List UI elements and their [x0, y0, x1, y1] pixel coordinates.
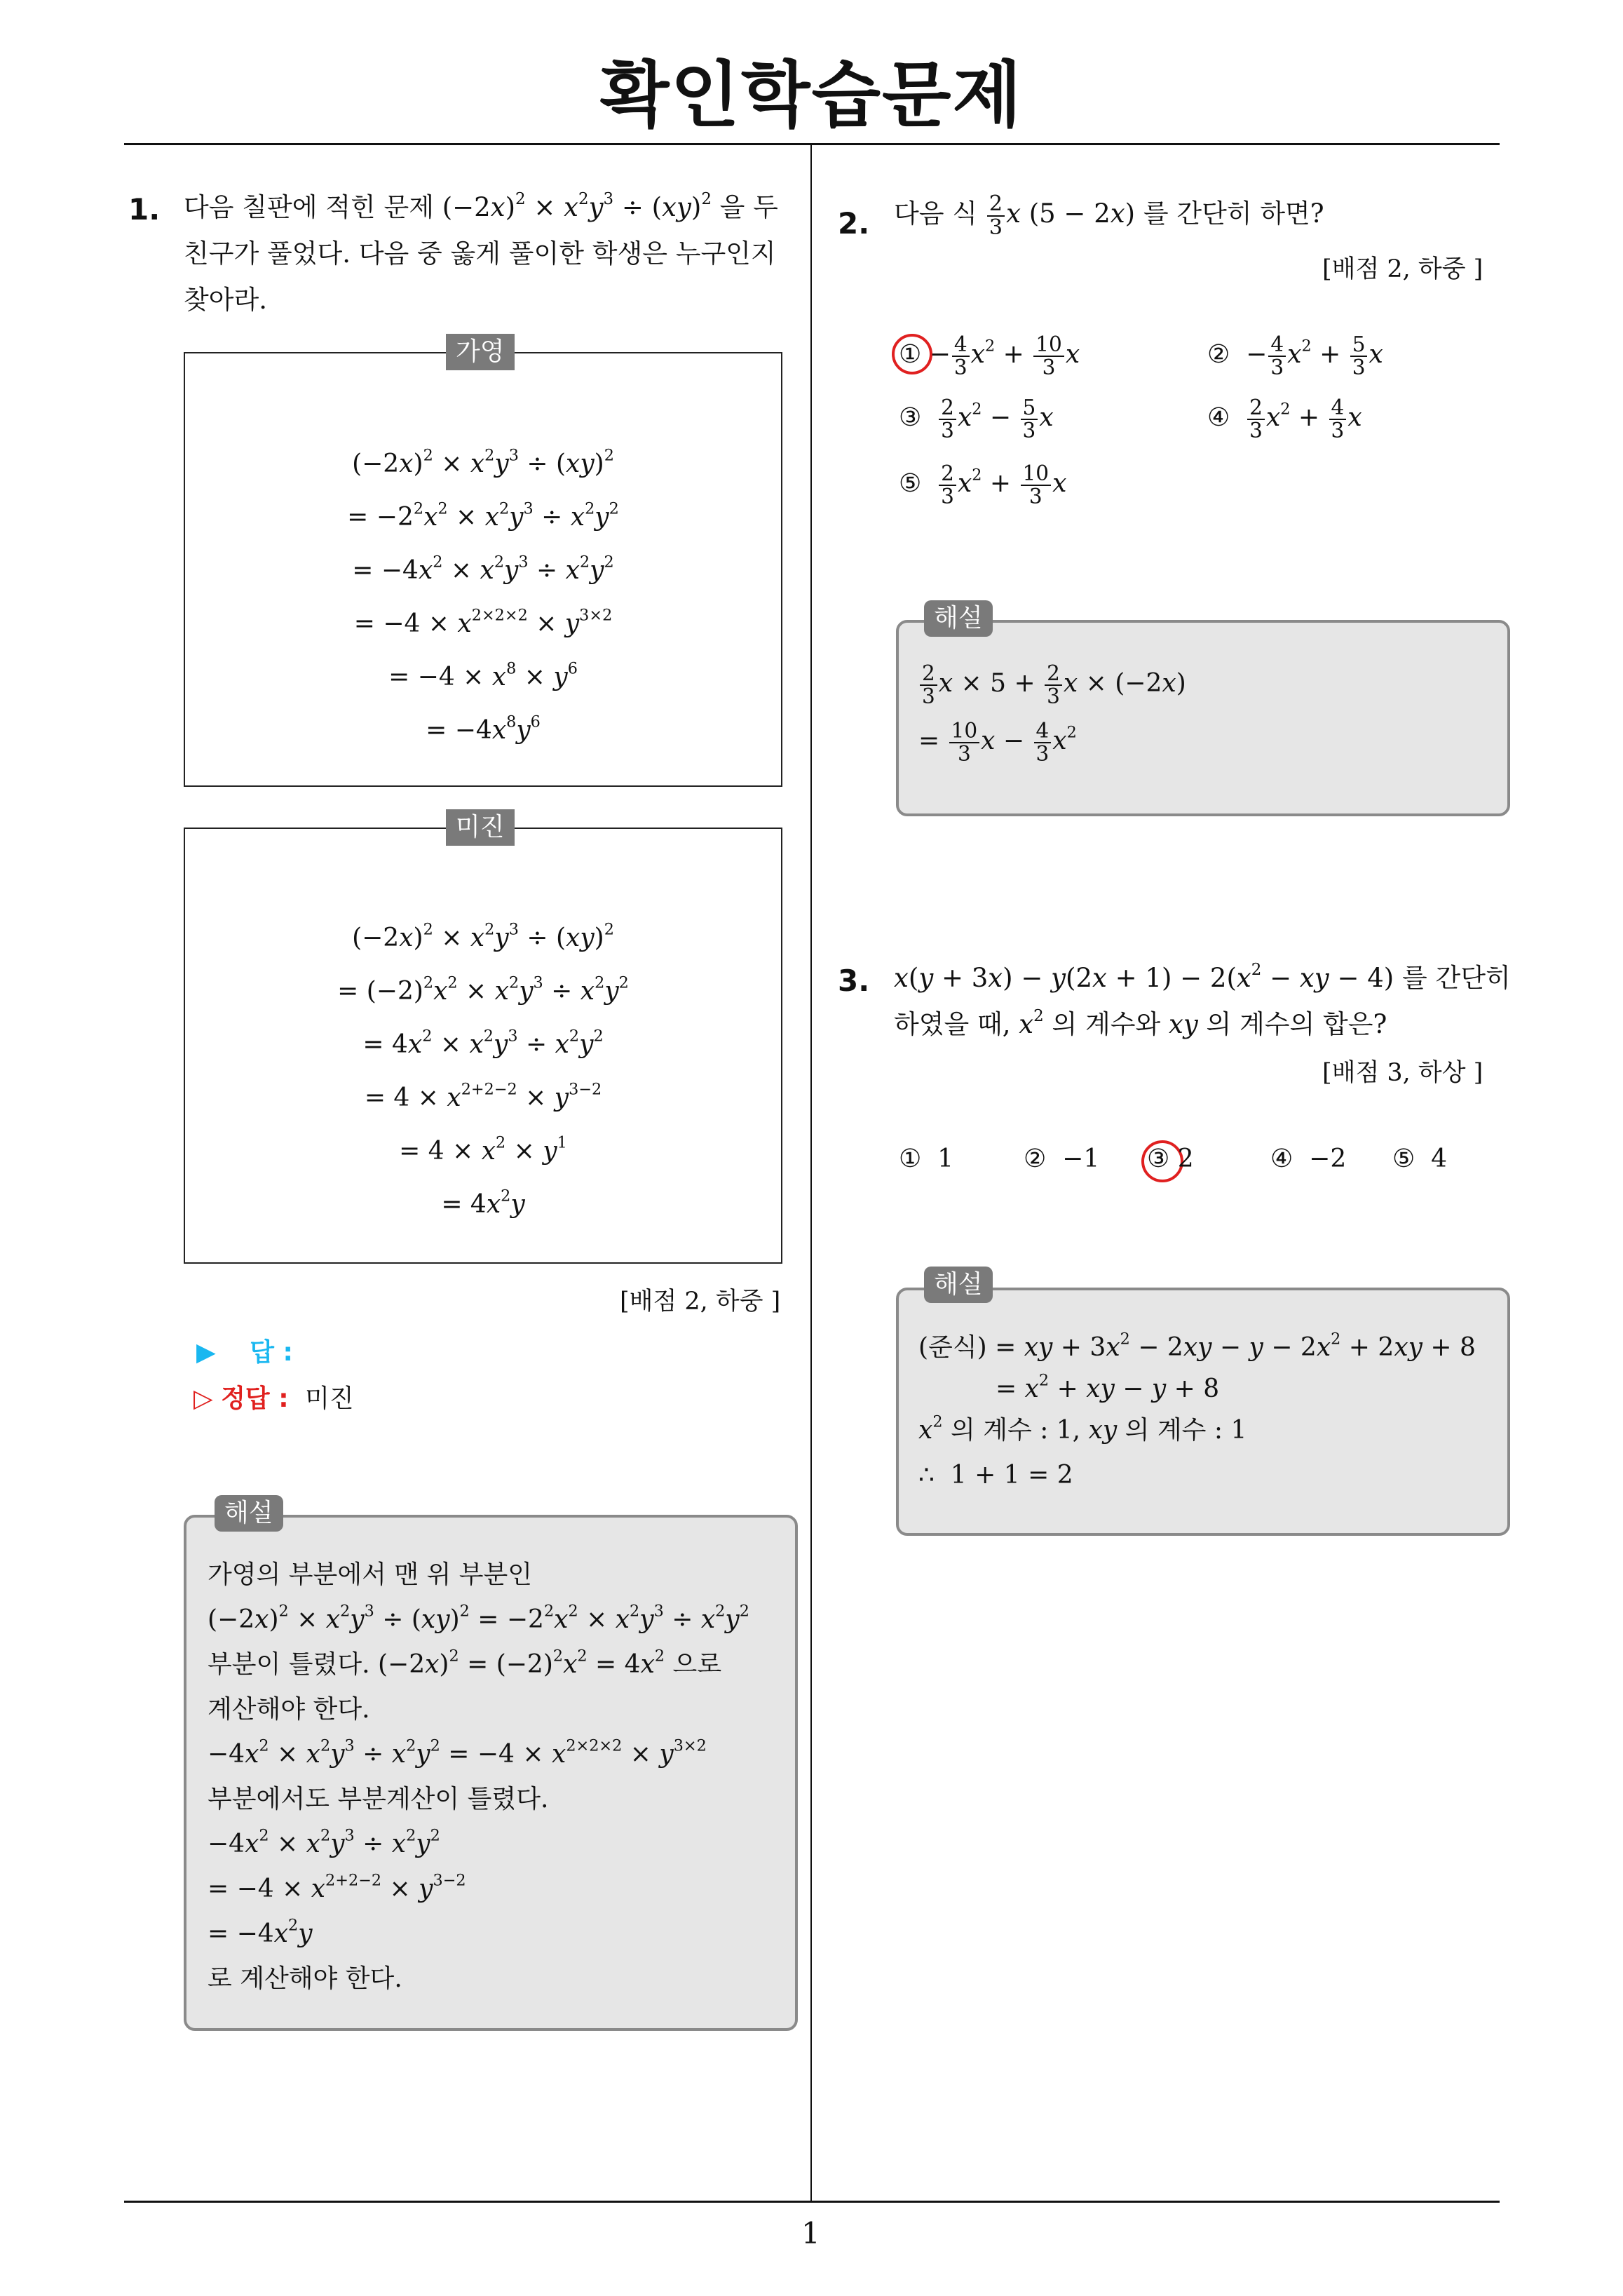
q3-line2-a: 하였을 때, — [894, 1009, 1011, 1039]
q2-solution-box: $\frac{2}{3}$ x × 5 + $\frac{2}{3}$ x × (−2x) = $\frac{10}{3}$ x − $\frac{4}{3}$ $x^2$ — [896, 620, 1510, 816]
q2-sol-label: 해설 — [924, 600, 993, 637]
answer-label: 답 : — [250, 1338, 293, 1367]
correct-marker-icon: ▷ — [193, 1384, 213, 1413]
q3-choice-4-mark: ④ — [1270, 1144, 1293, 1173]
q2-text: 다음 식 $\frac{2}{3}$ x (5 − 2x) 를 간단히 하면? — [894, 191, 1324, 240]
q1-sol-line4: 계산해야 한다. — [208, 1695, 370, 1724]
q2-choice-2-mark: ② — [1207, 339, 1230, 369]
gayoung-label: 가영 — [446, 334, 515, 370]
q3-choice-5-value: 4 — [1431, 1144, 1448, 1173]
q1-solution-box: 가영의 부분에서 맨 위 부분인 $(-2x)^2 \times x^2y^3 \div (xy)^2 = -2^2x^2 \times x^2y^3 \div x^2y^2$ 부분이 틀렸다. $(-2x)^2 = (-2)^2x^2 = 4x^2$ 으로 계산해야 한다. $-4x^2 \times x^2y^3 \div x^2y^2 = -4 \times x^{2\times 2\times 2} \times y^{3\times 2}$ 부분에서도 부분계산이 틀렸다. $-4x^2 \times x^2y^3 \div x^2y^2$ = $-4 \times x^{2+2-2} \times y^{3-2}$ = $-4x^2y$ 로 계산해야 한다. — [184, 1515, 798, 2031]
q1-sol-line3-b: 으로 — [672, 1650, 722, 1679]
q3-choice-3-mark: ③ — [1147, 1144, 1170, 1173]
q3-choice-4-value: −2 — [1309, 1144, 1347, 1173]
q2-choice-1-mark: ① — [899, 339, 922, 369]
q2-text-b: 를 간단히 하면? — [1143, 198, 1324, 229]
therefore-icon: ∴ — [918, 1461, 935, 1490]
column-divider — [810, 144, 812, 2202]
q2-choice-5-mark: ⑤ — [899, 468, 922, 498]
q3-text-b: 를 간단히 — [1401, 963, 1511, 993]
q3-line2-b: 의 계수와 — [1052, 1009, 1161, 1039]
answer-marker-icon: ▶ — [196, 1338, 216, 1367]
q1-text-line3: 찾아라. — [184, 285, 267, 315]
q2-choice-4-mark: ④ — [1207, 403, 1230, 432]
q2-text-a: 다음 식 — [894, 198, 977, 229]
q1-answer-line — [196, 1332, 293, 1368]
top-rule — [124, 143, 1500, 145]
q2-choice-1[interactable]: ① − $\frac{4}{3}$ $x^2$ + $\frac{10}{3}$ x — [899, 332, 1080, 379]
q1-number: 1. — [128, 192, 161, 227]
q3-sol-label: 해설 — [924, 1267, 993, 1303]
q2-choice-3[interactable]: ③ $\frac{2}{3}$ $x^2$ − $\frac{5}{3}$ x — [899, 396, 1054, 443]
q1-sol-line6: 부분에서도 부분계산이 틀렸다. — [208, 1785, 549, 1814]
q1-text-b: 을 두 — [719, 192, 778, 222]
q3-choice-4[interactable] — [1270, 1144, 1346, 1173]
q1-text-line2: 친구가 풀었다. 다음 중 옳게 풀이한 학생은 누구인지 — [184, 238, 776, 269]
q1-correct-line — [193, 1379, 354, 1414]
page-title: 확인학습문제 — [599, 54, 1024, 137]
q3-line2-c: 의 계수의 합은? — [1206, 1009, 1387, 1039]
q2-choice-3-mark: ③ — [899, 403, 922, 432]
q2-choice-5[interactable]: ⑤ $\frac{2}{3}$ $x^2$ + $\frac{10}{3}$ x — [899, 461, 1067, 508]
q2-score: [배점 2, 하중 ] — [1322, 255, 1483, 283]
q3-number: 3. — [838, 964, 870, 998]
q3-sol-coef-b: 의 계수 — [1125, 1416, 1207, 1445]
q3-choice-2-mark: ② — [1024, 1144, 1047, 1173]
correct-label: 정답 : — [221, 1384, 289, 1413]
q3-sol-coef-a: 의 계수 — [950, 1416, 1032, 1445]
q1-score: [배점 2, 하중 ] — [620, 1288, 781, 1316]
q2-number: 2. — [838, 206, 870, 241]
q1-sol-label: 해설 — [215, 1495, 283, 1532]
q1-text-a: 다음 칠판에 적힌 문제 — [184, 192, 434, 222]
mijin-solution-box: $(-2x)^2 \times x^2y^3 \div (xy)^2$ = $(-2)^2x^2 \times x^2y^3 \div x^2y^2$ = $4x^2 \times x^2y^3 \div x^2y^2$ = $4 \times x^{2+2-2} \times y^{3-2}$ = $4 \times x^2 \times y^1$ = $4x^2y$ — [184, 828, 782, 1264]
q3-choice-3[interactable] — [1147, 1144, 1194, 1173]
correct-value: 미진 — [305, 1384, 354, 1413]
q3-solution-box: (준식) = xy + $3x^2 - 2xy - y - 2x^2 + 2xy + 8$ = $x^2$ + xy − y + 8 $x^2$ 의 계수 : 1, xy 의 계수 : 1 ∴ 1 + 1 = 2 — [896, 1288, 1510, 1536]
q3-choice-1-value: 1 — [937, 1144, 954, 1173]
q3-choice-3-value: 2 — [1177, 1144, 1194, 1173]
q1-text: 다음 칠판에 적힌 문제 $(-2x)^2 \times x^2y^3 \div (xy)^2$ 을 두 친구가 풀었다. 다음 중 옳게 풀이한 학생은 누구인지 찾아라. — [184, 184, 801, 323]
q3-choice-5-mark: ⑤ — [1392, 1144, 1415, 1173]
q2-choice-4[interactable]: ④ $\frac{2}{3}$ $x^2$ + $\frac{4}{3}$ x — [1207, 396, 1362, 443]
mijin-label: 미진 — [446, 809, 515, 846]
q1-sol-line3-a: 부분이 틀렸다. — [208, 1650, 370, 1679]
q3-score: [배점 3, 하상 ] — [1322, 1059, 1483, 1087]
q3-choice-2[interactable] — [1024, 1144, 1099, 1173]
q1-sol-line10: 로 계산해야 한다. — [208, 1964, 402, 1993]
q1-sol-line1: 가영의 부분에서 맨 위 부분인 — [208, 1560, 533, 1589]
bottom-rule — [124, 2201, 1500, 2203]
q3-choice-1[interactable] — [899, 1144, 953, 1173]
q2-choice-2[interactable]: ② − $\frac{4}{3}$ $x^2$ + $\frac{5}{3}$ x — [1207, 332, 1383, 379]
q3-choice-5[interactable] — [1392, 1144, 1447, 1173]
q3-choice-2-value: −1 — [1062, 1144, 1100, 1173]
q3-sol-prefix: (준식) — [918, 1333, 987, 1362]
page-number: 1 — [801, 2216, 820, 2250]
q3-text: $x(y + 3x) - y(2x + 1) - 2(x^2$ − xy − 4) 를 간단히 하였을 때, $x^2$ 의 계수와 xy 의 계수의 합은? — [894, 960, 1511, 1039]
gayoung-solution-box: $(-2x)^2 \times x^2y^3 \div (xy)^2$ = $-2^2x^2 \times x^2y^3 \div x^2y^2$ = $-4x^2 \times x^2y^3 \div x^2y^2$ = $-4 \times x^{2\times 2\times 2} \times y^{3\times 2}$ = $-4 \times x^8 \times y^6$ = $-4x^8y^6$ — [184, 352, 782, 787]
q3-choice-1-mark: ① — [899, 1144, 922, 1173]
